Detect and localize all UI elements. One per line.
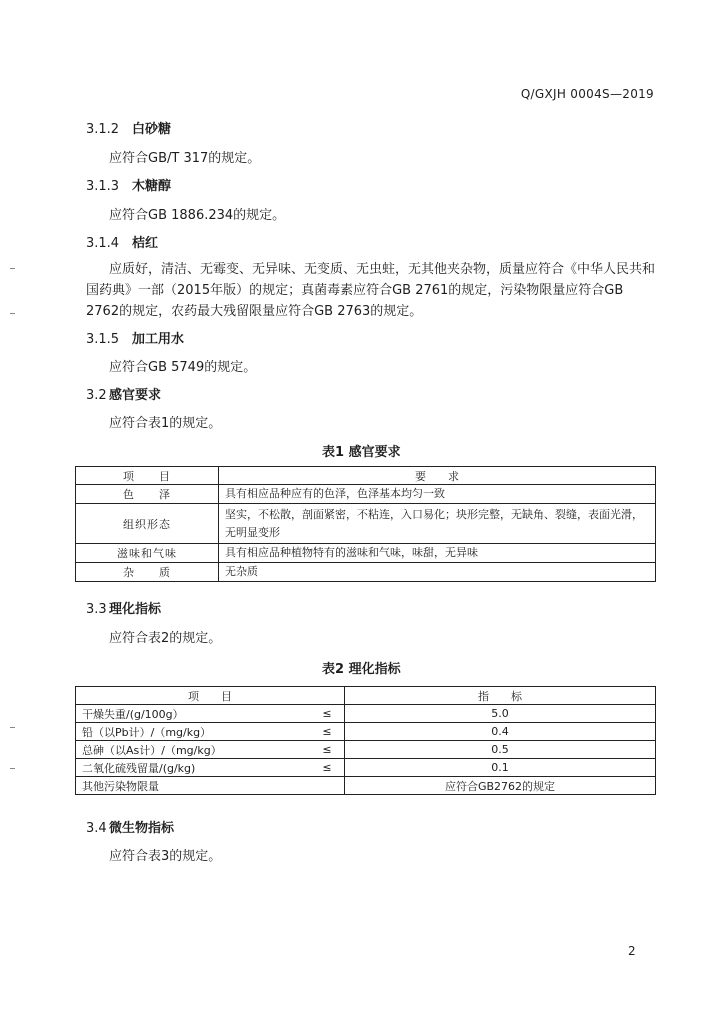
table-cell-value: 应符合GB2762的规定	[345, 777, 656, 795]
section-body-3-4: 应符合表3的规定。	[109, 849, 222, 864]
section-title: 感官要求	[109, 388, 162, 403]
section-body-3-1-2: 应符合GB/T 317的规定。	[109, 151, 261, 166]
section-title: 加工用水	[132, 332, 185, 347]
table-row	[76, 705, 656, 723]
table2-caption: 表2 理化指标	[322, 662, 401, 677]
table-cell-requirement: 坚实，不松散，剖面紧密，不粘连，入口易化；块形完整，无缺角、裂缝，表面光滑，无明显变形	[219, 504, 656, 544]
table-cell-value: 0.5	[345, 741, 656, 759]
section-body-3-1-5: 应符合GB 5749的规定。	[109, 360, 257, 375]
table-cell-item: 滋味和气味	[76, 544, 219, 563]
section-body-3-1-4: 应质好，清洁、无霉变、无异味、无变质、无虫蛀，无其他夹杂物，质量应符合《中华人民共和国药典》一部（2015年版）的规定；真菌毒素应符合GB 2761的规定，污染物限量应符合GB 2762的规定，农药最大残留限量应符合GB 2763的规定。	[86, 262, 656, 319]
table-cell-item: 总砷（以As计）/（mg/kg）	[76, 741, 311, 759]
table-row	[76, 485, 656, 504]
section-title: 白砂糖	[132, 122, 172, 137]
section-body-3-3: 应符合表2的规定。	[109, 631, 222, 646]
table-row	[76, 504, 656, 544]
scan-mark	[10, 768, 15, 769]
section-heading-3-1-4	[86, 232, 158, 251]
section-heading-3-4	[86, 817, 174, 836]
section-title: 微生物指标	[109, 821, 175, 836]
table-header-row	[76, 687, 656, 705]
section-number: 3.1.4	[86, 236, 120, 251]
table-row	[76, 759, 656, 777]
document-code: Q/GXJH 0004S—2019	[520, 87, 654, 101]
section-body-3-1-3: 应符合GB 1886.234的规定。	[109, 208, 286, 223]
section-heading-3-1-3	[86, 175, 171, 194]
table-cell-item: 杂 质	[76, 563, 219, 582]
section-number: 3.1.3	[86, 179, 120, 194]
section-number: 3.2	[86, 388, 107, 403]
table-cell-value: 0.1	[345, 759, 656, 777]
table1-sensory-requirements	[75, 466, 656, 582]
table-cell-item: 其他污染物限量	[76, 777, 311, 795]
table-row	[76, 723, 656, 741]
table-header-indicator: 指 标	[345, 687, 656, 705]
table2-physicochemical-indicators	[75, 686, 656, 795]
table-cell-value: 0.4	[345, 723, 656, 741]
table-header-row	[76, 467, 656, 485]
section-number: 3.3	[86, 602, 107, 617]
section-number: 3.1.5	[86, 332, 120, 347]
table-row	[76, 563, 656, 582]
section-heading-3-2	[86, 384, 161, 403]
table-header-requirement: 要 求	[219, 467, 656, 485]
section-heading-3-1-2	[86, 118, 171, 137]
section-number: 3.4	[86, 821, 107, 836]
table-row	[76, 741, 656, 759]
section-title: 理化指标	[109, 602, 162, 617]
table-header-item: 项 目	[76, 467, 219, 485]
table-cell-value: 5.0	[345, 705, 656, 723]
table-cell-operator	[310, 777, 345, 795]
table1-caption: 表1 感官要求	[322, 445, 401, 460]
section-heading-3-1-5	[86, 328, 184, 347]
scan-mark	[10, 268, 15, 269]
table-cell-operator: ≤	[310, 723, 345, 741]
table-cell-operator: ≤	[310, 741, 345, 759]
page-number: 2	[628, 944, 636, 958]
section-heading-3-3	[86, 598, 161, 617]
section-title: 桔红	[132, 236, 159, 251]
table-cell-item: 组织形态	[76, 504, 219, 544]
table-cell-item: 色 泽	[76, 485, 219, 504]
table-cell-requirement: 无杂质	[219, 563, 656, 582]
scan-mark	[10, 727, 15, 728]
table-row	[76, 777, 656, 795]
table-cell-requirement: 具有相应品种植物特有的滋味和气味，味甜，无异味	[219, 544, 656, 563]
table-cell-requirement: 具有相应品种应有的色泽，色泽基本均匀一致	[219, 485, 656, 504]
table-header-item: 项 目	[76, 687, 345, 705]
table-cell-operator: ≤	[310, 705, 345, 723]
scan-mark	[10, 313, 15, 314]
table-cell-item: 铅（以Pb计）/（mg/kg）	[76, 723, 311, 741]
table-cell-operator: ≤	[310, 759, 345, 777]
table-row	[76, 544, 656, 563]
table-cell-item: 干燥失重/(g/100g）	[76, 705, 311, 723]
section-number: 3.1.2	[86, 122, 120, 137]
section-title: 木糖醇	[132, 179, 172, 194]
section-body-3-2: 应符合表1的规定。	[109, 416, 222, 431]
table-cell-item: 二氧化硫残留量/(g/kg)	[76, 759, 311, 777]
